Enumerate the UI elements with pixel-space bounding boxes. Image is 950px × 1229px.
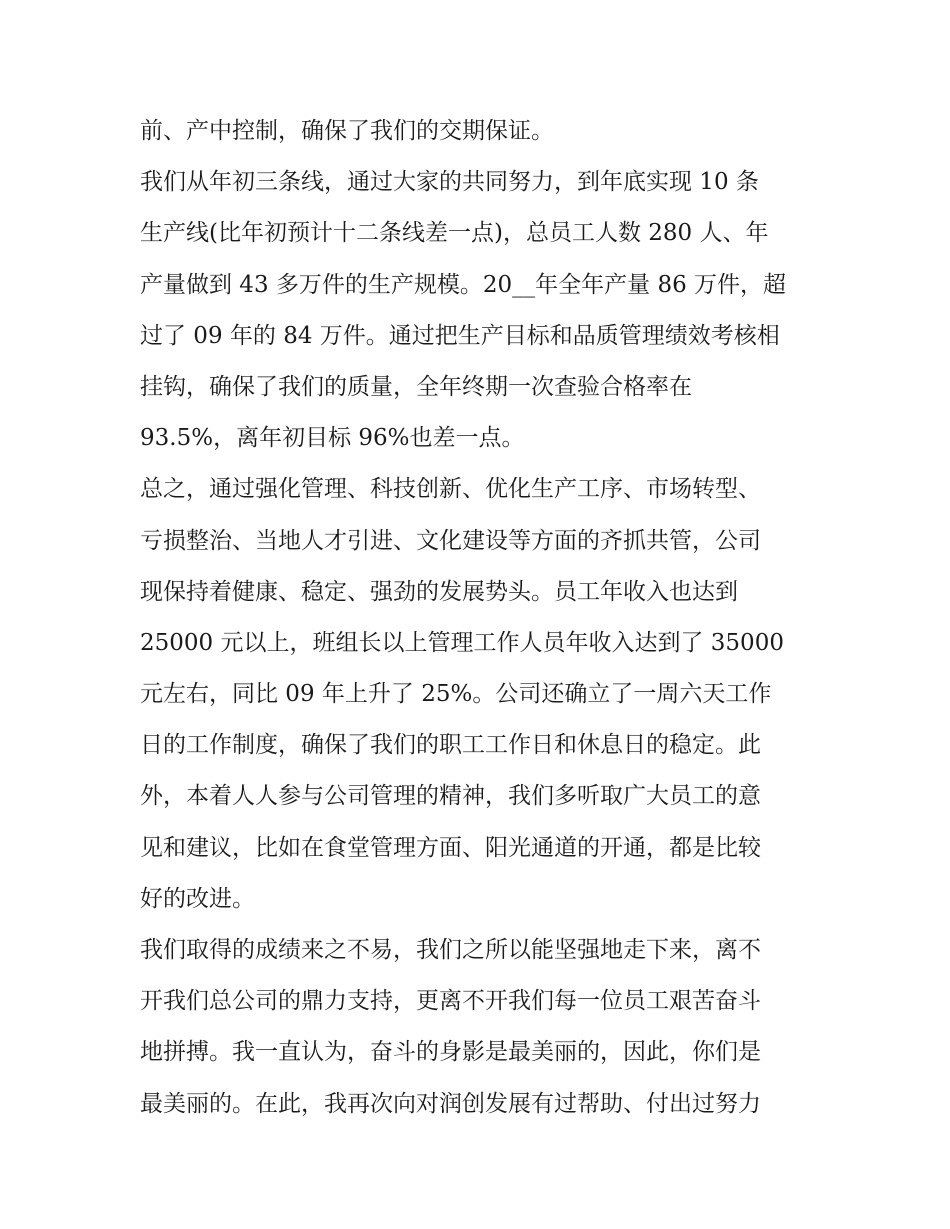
text-line: 见和建议，比如在食堂管理方面、阳光通道的开通，都是比较 bbox=[140, 834, 761, 861]
text-line: 地拼搏。我一直认为，奋斗的身影是最美丽的，因此，你们是 bbox=[140, 1039, 761, 1066]
text-line: 挂钩，确保了我们的质量，全年终期一次查验合格率在 bbox=[140, 373, 692, 400]
text-line: 好的改进。 bbox=[140, 885, 255, 912]
text-line: 亏损整治、当地人才引进、文化建设等方面的齐抓共管，公司 bbox=[140, 527, 761, 554]
text-line: 开我们总公司的鼎力支持，更离不开我们每一位员工艰苦奋斗 bbox=[140, 988, 761, 1015]
text-line: 过了 09 年的 84 万件。通过把生产目标和品质管理绩效考核相 bbox=[140, 322, 780, 349]
text-line: 元左右，同比 09 年上升了 25%。公司还确立了一周六天工作 bbox=[140, 681, 772, 708]
text-line: 生产线(比年初预计十二条线差一点)，总员工人数 280 人、年 bbox=[140, 220, 769, 247]
text-line: 总之，通过强化管理、科技创新、优化生产工序、市场转型、 bbox=[140, 476, 761, 503]
text-line: 现保持着健康、稳定、强劲的发展势头。员工年收入也达到 bbox=[140, 578, 738, 605]
text-line: 日的工作制度，确保了我们的职工工作日和休息日的稳定。此 bbox=[140, 732, 761, 759]
text-line: 我们从年初三条线，通过大家的共同努力，到年底实现 10 条 bbox=[140, 169, 759, 196]
text-line: 25000 元以上，班组长以上管理工作人员年收入达到了 35000 bbox=[140, 629, 784, 656]
text-line: 93.5%，离年初目标 96%也差一点。 bbox=[140, 425, 525, 452]
text-line: 前、产中控制，确保了我们的交期保证。 bbox=[140, 118, 554, 144]
body-text bbox=[140, 106, 820, 1130]
text-line: 外，本着人人参与公司管理的精神，我们多听取广大员工的意 bbox=[140, 783, 761, 810]
text-line: 产量做到 43 多万件的生产规模。20__年全年产量 86 万件，超 bbox=[140, 271, 787, 298]
text-line: 我们取得的成绩来之不易，我们之所以能坚强地走下来，离不 bbox=[140, 937, 761, 963]
text-line: 最美丽的。在此，我再次向对润创发展有过帮助、付出过努力 bbox=[140, 1090, 761, 1117]
